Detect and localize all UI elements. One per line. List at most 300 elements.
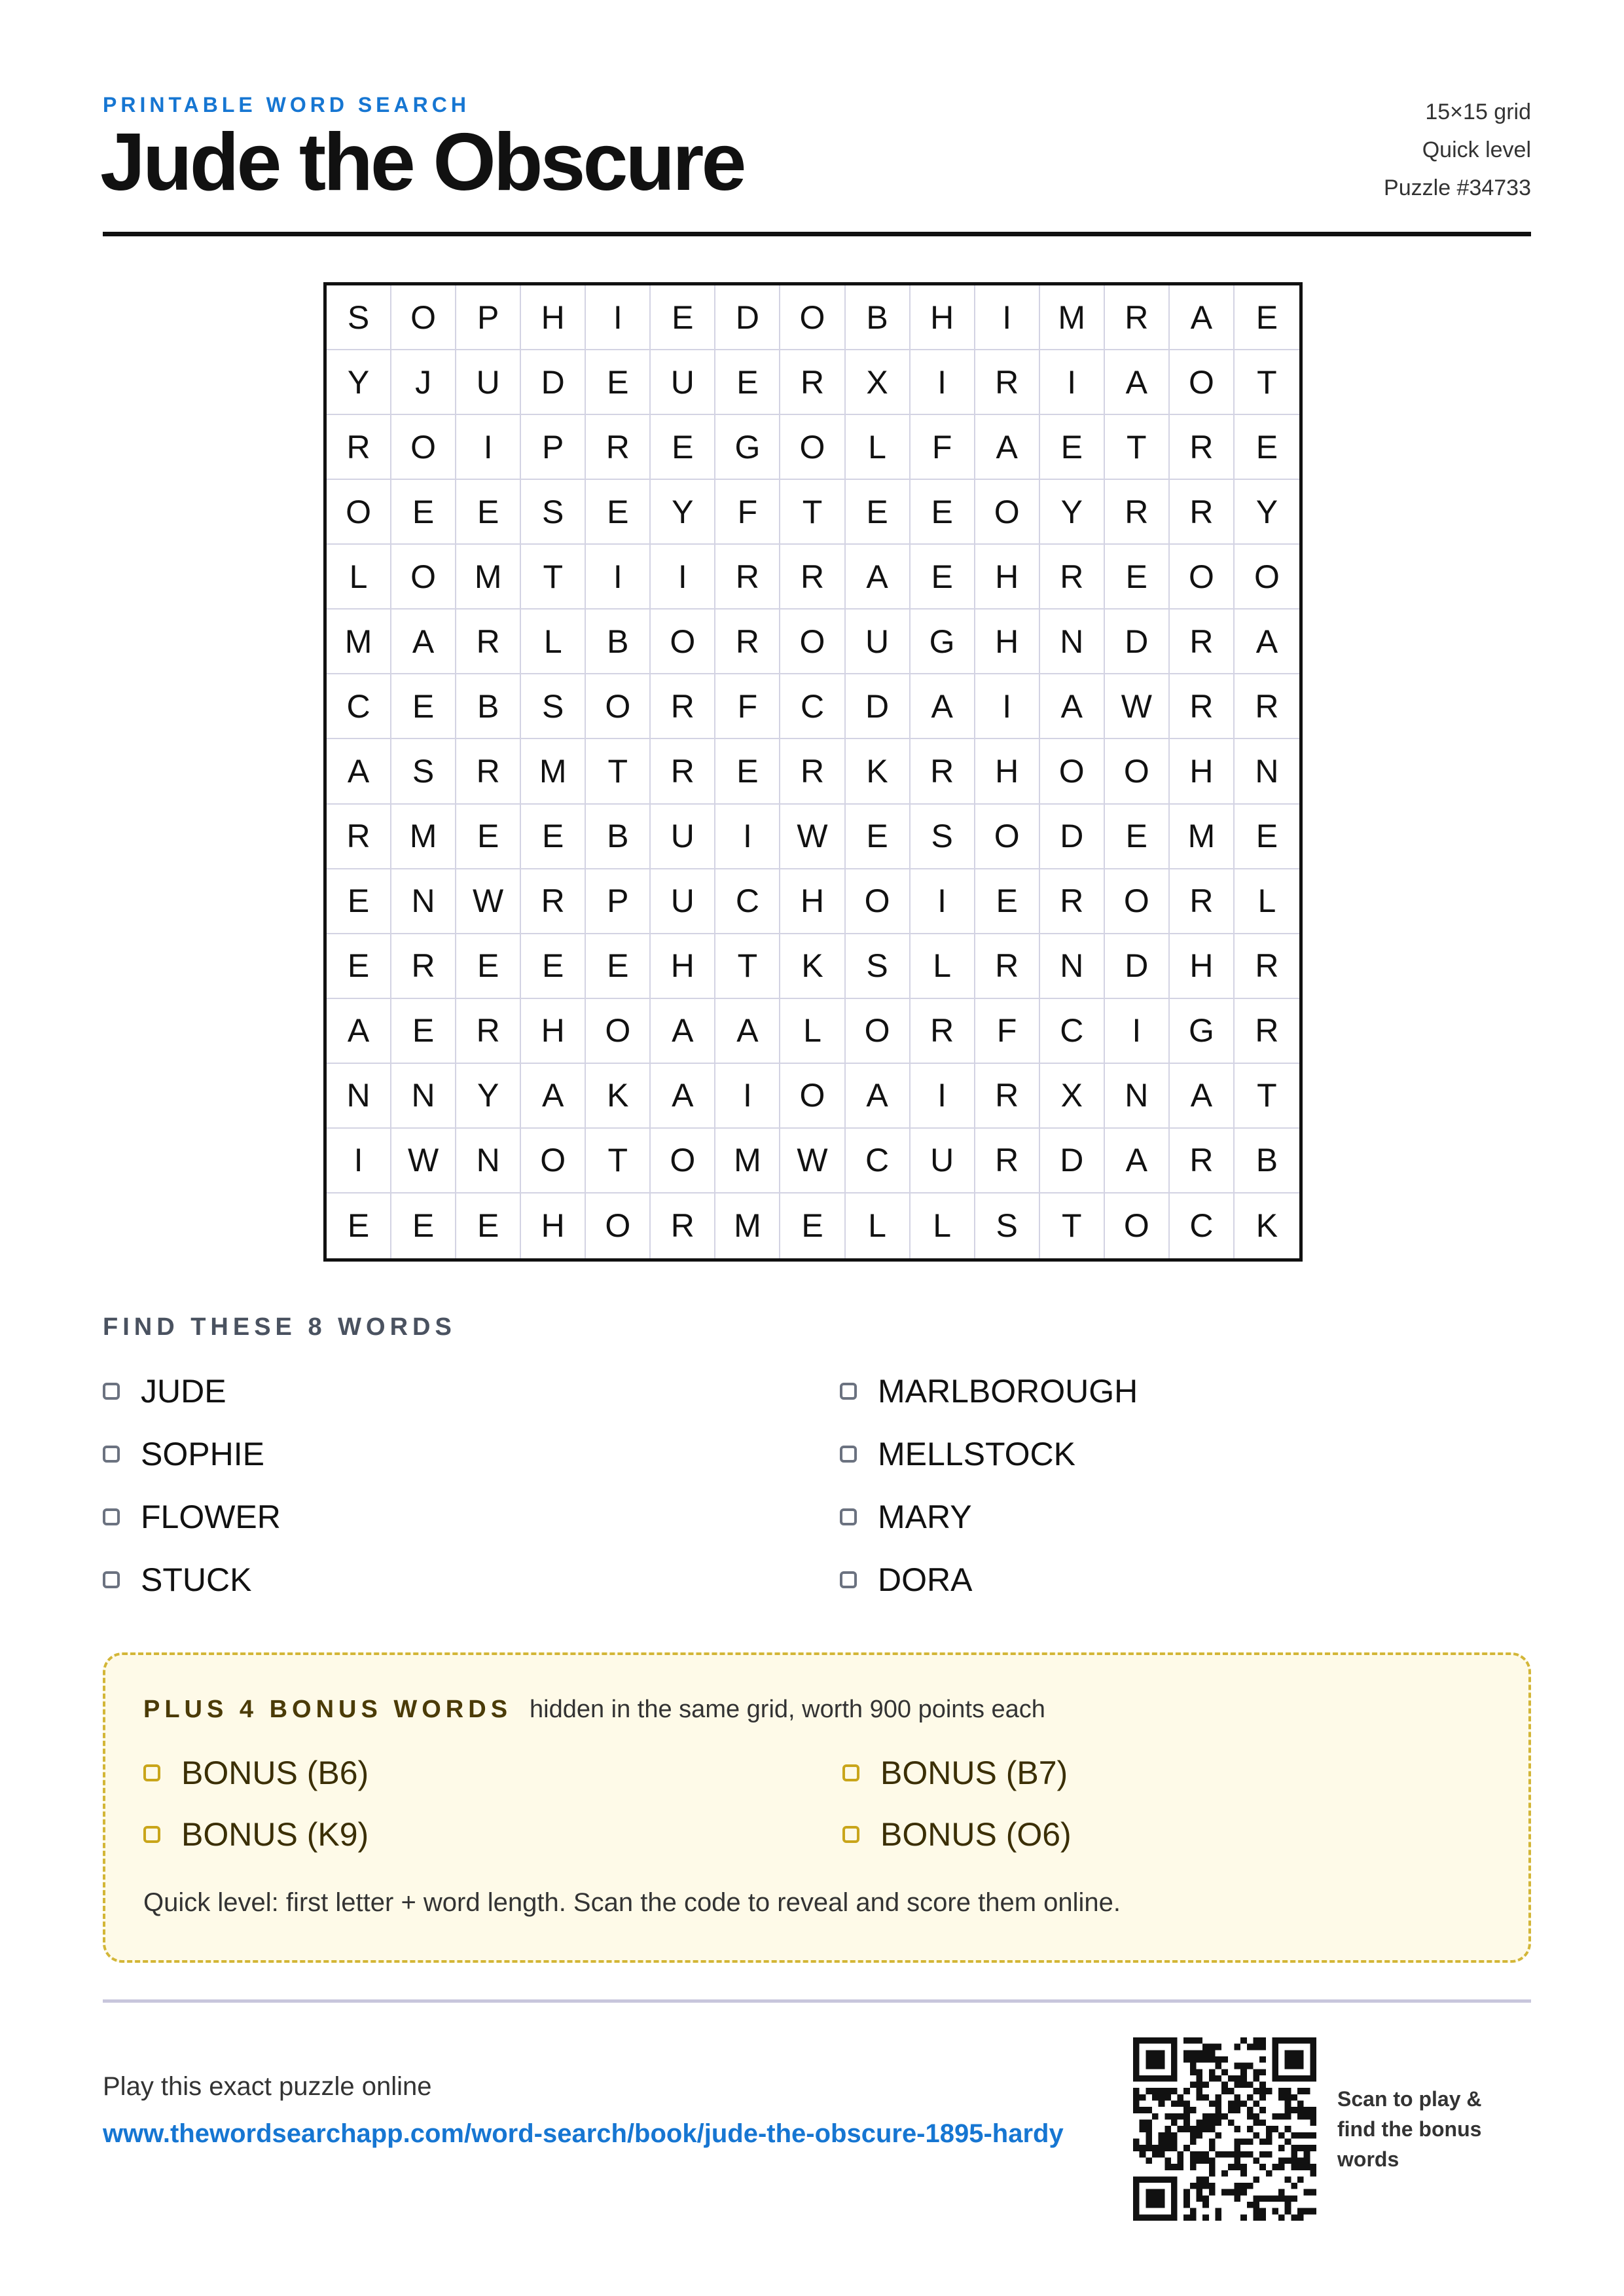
grid-cell[interactable]: H [521, 999, 586, 1064]
qr-module [1133, 2101, 1140, 2107]
grid-cell[interactable]: U [456, 350, 521, 415]
grid-cell[interactable]: A [715, 999, 780, 1064]
grid-cell[interactable]: T [521, 545, 586, 610]
qr-module [1278, 2157, 1285, 2164]
grid-cell[interactable]: R [975, 1064, 1040, 1129]
grid-cell[interactable]: F [715, 480, 780, 545]
grid-cell[interactable]: I [715, 1064, 780, 1129]
qr-module [1159, 2101, 1165, 2107]
grid-cell[interactable]: R [456, 739, 521, 804]
grid-cell[interactable]: Y [1040, 480, 1105, 545]
qr-module [1190, 2151, 1197, 2158]
grid-cell[interactable]: O [327, 480, 391, 545]
grid-cell[interactable]: I [586, 545, 651, 610]
grid-cell[interactable]: I [715, 805, 780, 869]
grid-cell[interactable]: K [1255, 1207, 1278, 1245]
grid-cell[interactable]: O [780, 610, 845, 674]
grid-cell[interactable]: R [327, 805, 391, 869]
grid-cell[interactable]: U [651, 805, 715, 869]
checkbox-icon[interactable] [103, 1571, 120, 1588]
grid-cell[interactable]: C [715, 869, 780, 934]
grid-cell[interactable]: E [780, 1194, 845, 1258]
grid-cell[interactable]: E [327, 1194, 391, 1258]
grid-cell[interactable]: H [780, 869, 845, 934]
grid-cell[interactable]: L [521, 610, 586, 674]
grid-cell[interactable]: E [911, 545, 975, 610]
grid-cell[interactable]: F [975, 999, 1040, 1064]
grid-cell[interactable]: R [911, 999, 975, 1064]
grid-cell[interactable]: O [1040, 739, 1105, 804]
grid-cell[interactable]: B [456, 674, 521, 739]
qr-module [1209, 2189, 1216, 2196]
grid-cell[interactable]: H [521, 1194, 586, 1258]
grid-cell[interactable]: R [651, 1194, 715, 1258]
grid-cell[interactable]: M [715, 1129, 780, 1194]
grid-cell[interactable]: E [586, 480, 651, 545]
grid-cell[interactable]: H [651, 934, 715, 999]
grid-cell[interactable]: W [391, 1129, 456, 1194]
qr-module [1310, 2132, 1316, 2139]
grid-cell[interactable]: R [327, 415, 391, 480]
grid-cell[interactable]: Y [456, 1064, 521, 1129]
grid-cell[interactable]: I [911, 1064, 975, 1129]
grid-cell[interactable]: B [586, 805, 651, 869]
grid-cell[interactable]: O [780, 415, 845, 480]
grid-cell[interactable]: H [1170, 739, 1235, 804]
grid-cell[interactable]: R [975, 350, 1040, 415]
checkbox-icon[interactable] [840, 1571, 857, 1588]
grid-cell[interactable]: K [846, 739, 911, 804]
grid-cell[interactable]: E [715, 739, 780, 804]
grid-cell[interactable]: R [1170, 869, 1235, 934]
grid-cell[interactable]: E [715, 350, 780, 415]
grid-cell[interactable]: C [846, 1129, 911, 1194]
qr-module [1171, 2164, 1178, 2170]
grid-cell[interactable]: A [651, 999, 715, 1064]
grid-cell[interactable]: R [1235, 934, 1299, 999]
qr-module [1240, 2063, 1247, 2069]
grid-cell[interactable]: X [846, 350, 911, 415]
grid-cell[interactable]: R [1235, 999, 1299, 1064]
grid-cell[interactable]: E [846, 480, 911, 545]
word-item[interactable] [103, 1497, 281, 1537]
grid-cell[interactable]: S [521, 480, 586, 545]
grid-cell[interactable]: O [1105, 739, 1170, 804]
grid-cell[interactable]: I [1040, 350, 1105, 415]
grid-cell[interactable]: R [1170, 1129, 1235, 1194]
qr-module [1221, 2082, 1228, 2088]
grid-cell[interactable]: L [911, 934, 975, 999]
checkbox-icon[interactable] [840, 1446, 857, 1463]
grid-cell[interactable]: C [327, 674, 391, 739]
grid-cell[interactable]: S [911, 805, 975, 869]
word-item[interactable] [103, 1434, 264, 1474]
grid-cell[interactable]: W [456, 869, 521, 934]
grid-cell[interactable]: L [846, 1194, 911, 1258]
qr-module [1183, 2195, 1190, 2202]
grid-cell[interactable]: I [651, 545, 715, 610]
grid-cell[interactable]: H [911, 285, 975, 350]
grid-cell[interactable]: T [1105, 415, 1170, 480]
grid-cell[interactable]: T [1235, 350, 1299, 415]
qr-module [1234, 2101, 1240, 2107]
grid-cell[interactable]: R [586, 415, 651, 480]
word-item[interactable] [103, 1560, 251, 1599]
grid-cell[interactable]: A [327, 739, 391, 804]
grid-cell[interactable]: E [651, 415, 715, 480]
grid-cell[interactable]: N [1235, 739, 1299, 804]
grid-cell[interactable]: O [586, 674, 651, 739]
grid-cell[interactable]: O [391, 285, 456, 350]
grid-cell[interactable]: H [975, 739, 1040, 804]
grid-cell[interactable]: E [975, 869, 1040, 934]
grid-cell[interactable]: N [327, 1064, 391, 1129]
grid-cell[interactable]: E [391, 480, 456, 545]
grid-cell[interactable]: E [391, 999, 456, 1064]
grid-cell[interactable]: P [521, 415, 586, 480]
qr-module [1164, 2113, 1171, 2120]
grid-cell[interactable]: C [1170, 1194, 1235, 1258]
grid-cell[interactable]: R [715, 610, 780, 674]
grid-cell[interactable]: T [780, 480, 845, 545]
checkbox-icon[interactable] [143, 1826, 160, 1843]
grid-cell[interactable]: O [975, 480, 1040, 545]
qr-module [1259, 2151, 1266, 2158]
grid-cell[interactable]: O [586, 1194, 651, 1258]
word-item[interactable] [840, 1434, 1075, 1474]
grid-cell[interactable]: A [846, 545, 911, 610]
qr-module [1253, 2113, 1259, 2120]
qr-module [1202, 2157, 1209, 2164]
grid-cell[interactable]: A [1105, 350, 1170, 415]
grid-cell[interactable]: I [975, 285, 1040, 350]
grid-cell[interactable]: D [521, 350, 586, 415]
qr-module [1285, 2088, 1291, 2094]
qr-module [1297, 2088, 1304, 2094]
grid-cell[interactable]: O [391, 415, 456, 480]
grid-cell[interactable]: D [1105, 610, 1170, 674]
qr-module [1240, 2082, 1247, 2088]
grid-cell[interactable]: R [1040, 869, 1105, 934]
grid-cell[interactable]: F [715, 674, 780, 739]
grid-cell[interactable]: L [327, 545, 391, 610]
grid-cell[interactable]: M [327, 610, 391, 674]
qr-module [1221, 2069, 1228, 2075]
grid-cell[interactable]: O [780, 1064, 845, 1129]
qr-module [1209, 2126, 1216, 2132]
grid-cell[interactable]: N [1105, 1064, 1170, 1129]
grid-cell[interactable]: E [846, 805, 911, 869]
puzzle-meta [1384, 93, 1531, 207]
grid-cell[interactable]: L [911, 1194, 975, 1258]
grid-cell[interactable]: R [1040, 545, 1105, 610]
grid-cell[interactable]: M [456, 545, 521, 610]
qr-module [1247, 2183, 1254, 2189]
qr-module [1197, 2157, 1203, 2164]
grid-cell[interactable]: R [456, 610, 521, 674]
grid-cell[interactable]: W [780, 1129, 845, 1194]
qr-module [1310, 2120, 1316, 2126]
grid-cell[interactable]: I [911, 869, 975, 934]
grid-cell[interactable]: R [780, 739, 845, 804]
grid-cell[interactable]: N [1040, 610, 1105, 674]
qr-module [1164, 2164, 1171, 2170]
grid-cell[interactable]: D [1105, 934, 1170, 999]
grid-cell[interactable]: O [846, 869, 911, 934]
grid-cell[interactable]: R [651, 674, 715, 739]
grid-cell[interactable]: I [456, 415, 521, 480]
qr-module [1171, 2120, 1178, 2126]
grid-cell[interactable]: A [1170, 1064, 1235, 1129]
grid-cell[interactable]: U [651, 869, 715, 934]
grid-cell[interactable]: O [586, 999, 651, 1064]
grid-cell[interactable]: E [586, 934, 651, 999]
grid-cell[interactable]: R [391, 934, 456, 999]
grid-cell[interactable]: O [1105, 1194, 1170, 1258]
grid-cell[interactable]: O [1105, 869, 1170, 934]
word-label: STUCK [141, 1561, 252, 1598]
grid-cell[interactable]: E [391, 674, 456, 739]
checkbox-icon[interactable] [840, 1383, 857, 1400]
grid-cell[interactable]: D [715, 285, 780, 350]
grid-cell[interactable]: H [521, 285, 586, 350]
grid-cell[interactable]: R [1170, 480, 1235, 545]
grid-cell[interactable]: Y [651, 480, 715, 545]
grid-cell[interactable]: S [327, 285, 391, 350]
grid-cell[interactable]: B [846, 285, 911, 350]
grid-cell[interactable]: A [1105, 1129, 1170, 1194]
puzzle-url-link[interactable]: www.thewordsearchapp.com/word-search/book/jude-the-obscure-1895-hardy [103, 2119, 1064, 2148]
word-item[interactable] [840, 1372, 1138, 1411]
qr-module [1146, 2145, 1152, 2151]
grid-cell[interactable]: X [1040, 1064, 1105, 1129]
grid-cell[interactable]: Y [1235, 480, 1299, 545]
grid-cell[interactable]: M [521, 739, 586, 804]
grid-cell[interactable]: A [911, 674, 975, 739]
grid-cell[interactable]: R [521, 869, 586, 934]
grid-cell[interactable]: B [586, 610, 651, 674]
checkbox-icon[interactable] [103, 1508, 120, 1525]
grid-cell[interactable]: Y [327, 350, 391, 415]
grid-cell[interactable]: C [1040, 999, 1105, 1064]
grid-cell[interactable]: L [846, 415, 911, 480]
grid-cell[interactable]: H [975, 610, 1040, 674]
grid-cell[interactable]: I [1105, 999, 1170, 1064]
grid-cell[interactable]: E [327, 934, 391, 999]
grid-cell[interactable]: T [1235, 1064, 1299, 1129]
grid-cell[interactable]: M [391, 805, 456, 869]
grid-cell[interactable]: O [1235, 545, 1299, 610]
grid-cell[interactable]: R [780, 545, 845, 610]
qr-module [1159, 2132, 1165, 2139]
grid-cell[interactable]: U [846, 610, 911, 674]
grid-cell[interactable]: E [586, 350, 651, 415]
word-item[interactable] [840, 1560, 972, 1599]
grid-cell[interactable]: S [975, 1194, 1040, 1258]
grid-cell[interactable]: E [456, 1194, 521, 1258]
bonus-item[interactable] [842, 1753, 1068, 1793]
qr-module [1278, 2195, 1285, 2202]
qr-module [1183, 2056, 1190, 2063]
grid-cell[interactable]: O [1170, 350, 1235, 415]
grid-cell[interactable]: T [586, 739, 651, 804]
grid-cell[interactable]: E [911, 480, 975, 545]
grid-cell[interactable]: O [846, 999, 911, 1064]
grid-cell[interactable]: O [651, 610, 715, 674]
grid-cell[interactable]: I [327, 1129, 391, 1194]
grid-cell[interactable]: D [1040, 805, 1105, 869]
qr-module [1304, 2113, 1310, 2120]
grid-cell[interactable]: E [456, 480, 521, 545]
grid-cell[interactable]: E [1105, 545, 1170, 610]
grid-cell[interactable]: R [911, 739, 975, 804]
grid-cell[interactable]: E [521, 805, 586, 869]
grid-cell[interactable]: E [1235, 285, 1299, 350]
qr-module [1253, 2044, 1259, 2050]
grid-cell[interactable]: P [586, 869, 651, 934]
checkbox-icon[interactable] [840, 1508, 857, 1525]
grid-cell[interactable]: F [911, 415, 975, 480]
grid-cell[interactable]: I [975, 674, 1040, 739]
checkbox-icon[interactable] [103, 1446, 120, 1463]
grid-cell[interactable]: R [715, 545, 780, 610]
bonus-label: BONUS (B6) [181, 1755, 369, 1791]
grid-cell[interactable]: W [780, 805, 845, 869]
checkbox-icon[interactable] [143, 1764, 160, 1781]
grid-cell[interactable]: B [1235, 1129, 1299, 1194]
qr-module [1266, 2138, 1272, 2145]
qr-module [1253, 2195, 1259, 2202]
grid-cell[interactable]: C [780, 674, 845, 739]
qr-code-icon[interactable] [1133, 2037, 1316, 2221]
grid-cell[interactable]: O [651, 1129, 715, 1194]
qr-module [1209, 2044, 1216, 2050]
qr-module [1171, 2101, 1178, 2107]
grid-cell[interactable]: O [521, 1129, 586, 1194]
grid-cell[interactable]: T [586, 1129, 651, 1194]
grid-cell[interactable]: N [456, 1129, 521, 1194]
grid-cell[interactable]: E [456, 805, 521, 869]
grid-cell[interactable]: E [1040, 415, 1105, 480]
grid-cell[interactable]: U [651, 350, 715, 415]
grid-cell[interactable]: L [780, 999, 845, 1064]
bonus-item[interactable] [143, 1753, 369, 1793]
grid-cell[interactable]: K [586, 1064, 651, 1129]
grid-cell[interactable]: E [1235, 415, 1299, 480]
grid-cell[interactable]: T [715, 934, 780, 999]
grid-cell[interactable]: G [1170, 999, 1235, 1064]
grid-cell[interactable]: S [391, 739, 456, 804]
checkbox-icon[interactable] [842, 1764, 859, 1781]
grid-cell[interactable]: A [1235, 610, 1299, 674]
qr-module [1266, 2132, 1272, 2139]
qr-module [1272, 2208, 1278, 2215]
grid-cell[interactable]: W [1105, 674, 1170, 739]
grid-cell[interactable]: D [846, 674, 911, 739]
grid-cell[interactable]: H [975, 545, 1040, 610]
grid-cell[interactable]: E [456, 934, 521, 999]
grid-cell[interactable]: A [521, 1064, 586, 1129]
bonus-item[interactable] [842, 1815, 1072, 1854]
grid-cell[interactable]: J [391, 350, 456, 415]
grid-cell[interactable]: G [911, 610, 975, 674]
grid-cell[interactable]: N [391, 869, 456, 934]
qr-module [1259, 2044, 1266, 2050]
grid-cell[interactable]: R [1105, 285, 1170, 350]
checkbox-icon[interactable] [842, 1826, 859, 1843]
qr-module [1285, 2094, 1291, 2101]
qr-module [1234, 2183, 1240, 2189]
grid-cell[interactable]: N [1040, 934, 1105, 999]
qr-module [1183, 2113, 1190, 2120]
qr-module [1171, 2113, 1178, 2120]
grid-cell[interactable]: P [456, 285, 521, 350]
bonus-item[interactable] [143, 1815, 369, 1854]
word-item[interactable] [840, 1497, 972, 1537]
grid-cell[interactable]: A [1040, 674, 1105, 739]
grid-cell[interactable]: R [780, 350, 845, 415]
grid-cell[interactable]: O [391, 545, 456, 610]
grid-cell[interactable]: U [911, 1129, 975, 1194]
grid-cell[interactable]: T [1040, 1194, 1105, 1258]
grid-cell[interactable]: R [1170, 610, 1235, 674]
grid-cell[interactable]: R [456, 999, 521, 1064]
grid-cell[interactable]: E [327, 869, 391, 934]
grid-cell[interactable]: N [391, 1064, 456, 1129]
qr-module [1228, 2101, 1235, 2107]
grid-cell[interactable]: A [846, 1064, 911, 1129]
grid-cell[interactable]: G [715, 415, 780, 480]
qr-module [1159, 2151, 1165, 2158]
grid-cell[interactable]: E [651, 285, 715, 350]
grid-cell[interactable]: L [1235, 869, 1299, 934]
grid-cell[interactable]: E [391, 1194, 456, 1258]
grid-cell[interactable]: K [780, 934, 845, 999]
checkbox-icon[interactable] [103, 1383, 120, 1400]
grid-cell[interactable]: A [391, 610, 456, 674]
grid-cell[interactable]: R [1170, 415, 1235, 480]
grid-cell[interactable]: R [975, 934, 1040, 999]
grid-cell[interactable]: S [846, 934, 911, 999]
grid-cell[interactable]: O [780, 285, 845, 350]
grid-cell[interactable]: H [1170, 934, 1235, 999]
grid-cell[interactable]: M [715, 1194, 780, 1258]
grid-cell[interactable]: E [521, 934, 586, 999]
qr-module [1253, 2208, 1259, 2215]
grid-cell[interactable]: A [651, 1064, 715, 1129]
grid-cell[interactable]: I [911, 350, 975, 415]
grid-cell[interactable]: R [651, 739, 715, 804]
grid-cell[interactable]: E [1105, 805, 1170, 869]
grid-cell[interactable]: A [975, 415, 1040, 480]
grid-cell[interactable]: O [975, 805, 1040, 869]
grid-cell[interactable]: R [1170, 674, 1235, 739]
grid-cell[interactable]: R [975, 1129, 1040, 1194]
grid-cell[interactable]: M [1170, 805, 1235, 869]
word-item[interactable] [103, 1372, 226, 1411]
grid-cell[interactable]: A [1170, 285, 1235, 350]
grid-cell[interactable]: S [521, 674, 586, 739]
grid-cell[interactable]: M [1040, 285, 1105, 350]
qr-module [1247, 2044, 1254, 2050]
grid-cell[interactable]: A [327, 999, 391, 1064]
grid-cell[interactable]: I [586, 285, 651, 350]
grid-cell[interactable]: E [1235, 805, 1299, 869]
grid-cell[interactable]: D [1040, 1129, 1105, 1194]
grid-cell[interactable]: R [1105, 480, 1170, 545]
grid-cell[interactable]: R [1235, 674, 1299, 739]
grid-cell[interactable]: O [1170, 545, 1235, 610]
